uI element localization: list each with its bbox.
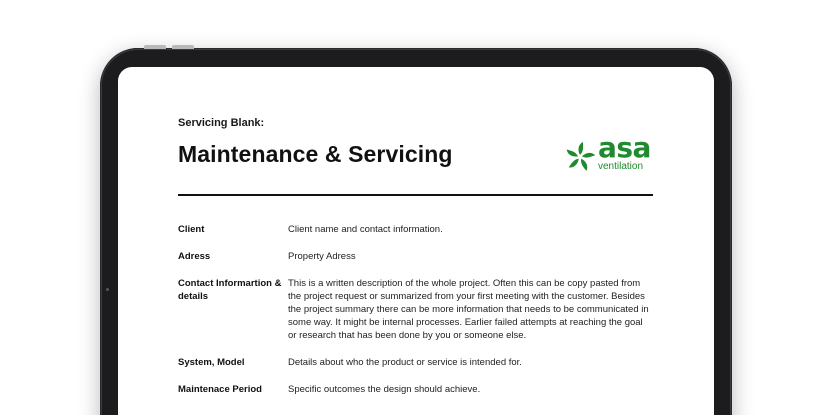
detail-value: This is a written description of the whole project. Often this can be copy pasted from the project request or summarized from your first meeting with the customer. Besides the project summary there can be more information that needs to be communicated in some way. It might be internal processes. Earlier failed attempts at reaching the goal or research that has been done by you or someone else. <box>288 278 649 341</box>
title-divider <box>178 194 653 196</box>
logo-subword: ventilation <box>598 161 644 172</box>
detail-label: Adress <box>178 251 211 262</box>
tablet-screen <box>118 67 714 415</box>
detail-label: Contact Informartion & details <box>178 278 282 302</box>
detail-value: Property Adress <box>288 251 356 262</box>
logo-wordmark: asa <box>598 131 651 164</box>
volume-down-button <box>172 45 194 49</box>
detail-value: Details about who the product or service is intended for. <box>288 357 522 368</box>
detail-row-client <box>178 223 653 236</box>
detail-label: System, Model <box>178 357 245 368</box>
detail-label: Maintenace Period <box>178 384 262 395</box>
detail-row-contact <box>178 277 653 342</box>
asa-ventilation-logo <box>564 131 656 175</box>
detail-row-adress <box>178 250 653 263</box>
details-list <box>178 223 653 410</box>
detail-label: Client <box>178 224 205 235</box>
volume-up-button <box>144 45 166 49</box>
camera-dot <box>106 288 109 291</box>
document-kicker: Servicing Blank: <box>178 117 265 129</box>
detail-value: Client name and contact information. <box>288 224 443 235</box>
detail-row-system-model <box>178 356 653 369</box>
page-title: Maintenance & Servicing <box>178 141 453 167</box>
leaf-pinwheel-icon <box>564 141 596 173</box>
detail-value: Specific outcomes the design should achieve. <box>288 384 481 395</box>
detail-row-maintenance-period <box>178 383 653 396</box>
